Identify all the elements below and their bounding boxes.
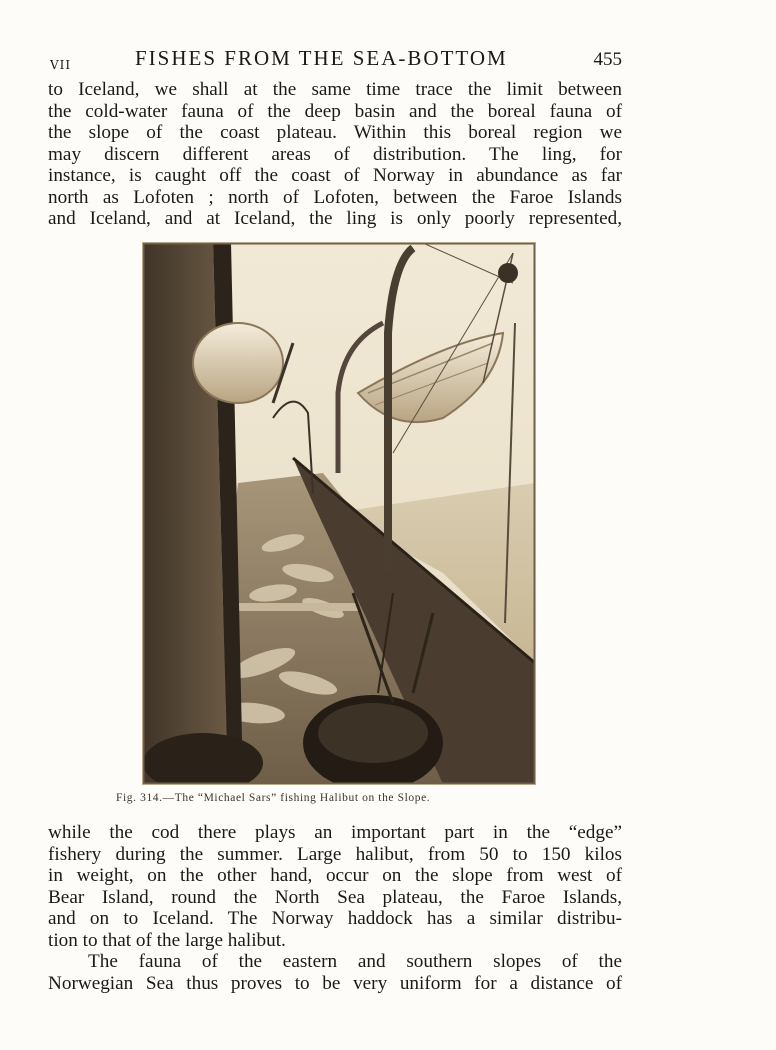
text-line: may discern different areas of distribution. The ling, for bbox=[48, 143, 622, 165]
text-line: and Iceland, and at Iceland, the ling is only poorly represented, bbox=[48, 208, 622, 229]
text-line: and on to Iceland. The Norway haddock has a similar distribu- bbox=[48, 908, 622, 929]
text-line: The fauna of the eastern and southern slopes of the bbox=[88, 951, 622, 972]
text-line: the cold-water fauna of the deep basin and the boreal fauna of bbox=[48, 100, 622, 122]
text-line: north as Lofoten ; north of Lofoten, between the Faroe Islands bbox=[48, 186, 622, 208]
text-line: to Iceland, we shall at the same time trace the limit between bbox=[48, 79, 622, 100]
text-line: while the cod there plays an important part in the “edge” bbox=[48, 822, 622, 843]
chapter-number: VII bbox=[50, 58, 72, 72]
paragraph-2 bbox=[48, 822, 622, 951]
paragraph-1 bbox=[48, 79, 622, 230]
page-number: 455 bbox=[593, 49, 622, 70]
text-line: fishery during the summer. Large halibut, from 50 to 150 kilos bbox=[48, 843, 622, 865]
paragraph-3 bbox=[48, 951, 622, 994]
running-head bbox=[50, 46, 622, 76]
photo-figure bbox=[143, 243, 535, 784]
text-line: instance, is caught off the coast of Norway in abundance as far bbox=[48, 165, 622, 186]
ship-deck-photo bbox=[143, 243, 535, 784]
figure-caption: Fig. 314.—The “Michael Sars” fishing Halibut on the Slope. bbox=[116, 792, 431, 804]
text-line: the slope of the coast plateau. Within this boreal region we bbox=[48, 122, 622, 143]
chapter-title: FISHES FROM THE SEA-BOTTOM bbox=[135, 46, 508, 70]
text-line: Norwegian Sea thus proves to be very uniform for a distance of bbox=[48, 972, 622, 994]
text-line: in weight, on the other hand, occur on the slope from west of bbox=[48, 865, 622, 886]
text-line: Bear Island, round the North Sea plateau, the Faroe Islands, bbox=[48, 886, 622, 908]
text-line: tion to that of the large halibut. bbox=[48, 929, 286, 951]
